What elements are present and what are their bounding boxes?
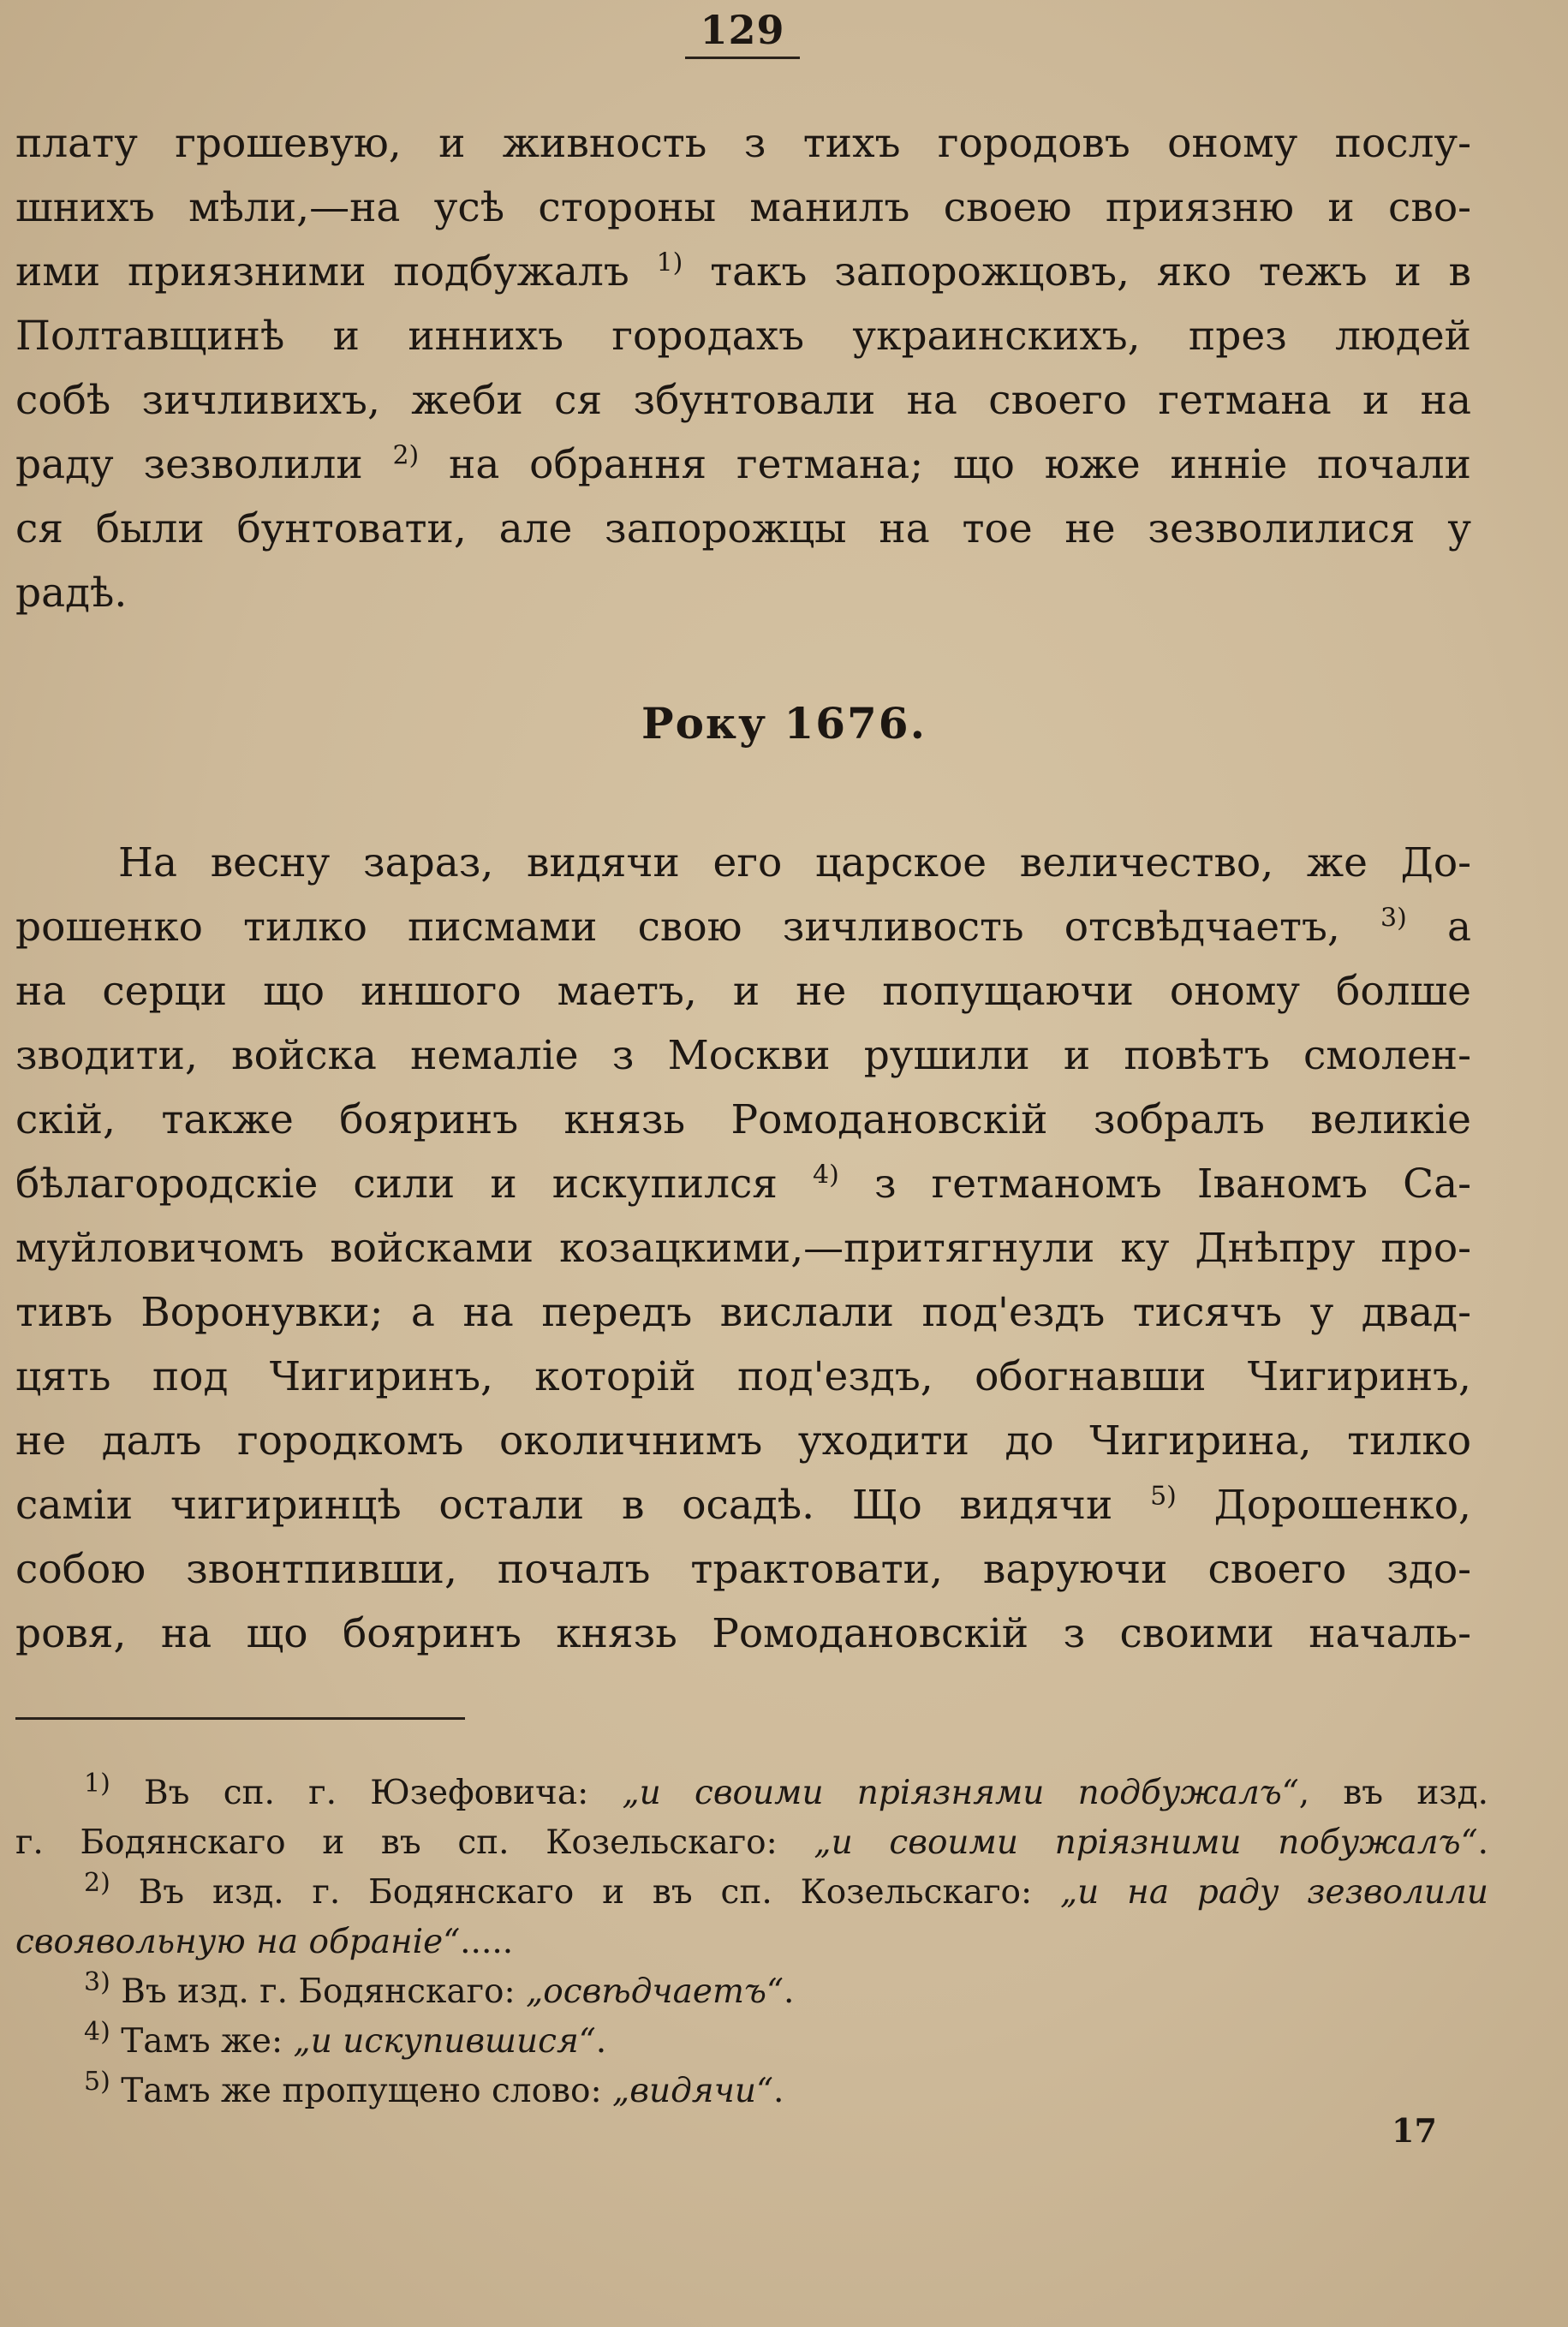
text-span: на обрання гетмана; що юже инніе почали xyxy=(449,441,1471,488)
signature-mark: 17 xyxy=(1392,2111,1437,2150)
footnote-ref: 5) xyxy=(1150,1481,1177,1512)
text-span: такъ запорожцовъ, яко тежъ и в xyxy=(710,248,1471,295)
text-span: ими приязними подбужалъ xyxy=(15,248,629,295)
text-span: саміи чигиринцѣ остали в осадѣ. Що видячи xyxy=(15,1482,1113,1529)
footnote-line xyxy=(15,2067,1488,2116)
text-line: цять под Чигиринъ, которій под'ездъ, обогнавши Чигиринъ, xyxy=(15,1353,1471,1400)
footnote-suffix: . xyxy=(1477,1823,1488,1862)
text-line xyxy=(15,1473,1471,1537)
text-span: з гетманомъ Іваномъ Са- xyxy=(873,1161,1471,1208)
text-line: зводити, войска немаліе з Москви рушили и повѣтъ смолен- xyxy=(15,1032,1471,1079)
text-line xyxy=(15,1152,1471,1216)
text-span: раду зезволили xyxy=(15,441,363,488)
section-heading: Року 1676. xyxy=(641,698,927,749)
footnote-mark: 1) xyxy=(84,1769,110,1799)
text-line xyxy=(15,240,1471,304)
footnote-quote: „освѣдчаетъ“ xyxy=(526,1972,784,2011)
footnote-suffix: . xyxy=(783,1972,795,2011)
footnote-line xyxy=(15,2017,1488,2067)
text-line: На весну зараз, видячи его царское величество, же До- xyxy=(118,839,1471,886)
footnote-mark: 5) xyxy=(84,2067,110,2097)
text-line: шнихъ мѣли,—на усѣ стороны манилъ своею приязню и сво- xyxy=(15,184,1471,231)
footnote-text: Въ изд. г. Бодянскаго и въ сп. Козельскаго: xyxy=(138,1873,1033,1912)
footnote-mark: 3) xyxy=(84,1967,110,1997)
footnote-suffix: , въ изд. xyxy=(1298,1774,1488,1812)
footnote-line xyxy=(15,1918,1488,1967)
footnote-mark: 4) xyxy=(84,2017,110,2047)
text-line: муйловичомъ войсками козацкими,—притягнули ку Днѣпру про- xyxy=(15,1225,1471,1272)
footnote-quote: „и искупившися“ xyxy=(293,2022,596,2061)
text-span: Дорошенко, xyxy=(1213,1482,1471,1529)
footnote-suffix: . xyxy=(595,2022,607,2061)
text-line xyxy=(15,895,1471,959)
text-line: скій, также бояринъ князь Ромодановскій зобралъ великіе xyxy=(15,1096,1471,1143)
footnote-text: Въ изд. г. Бодянскаго: xyxy=(121,1972,516,2011)
footnotes xyxy=(15,1769,1488,2116)
footnote-ref: 3) xyxy=(1380,903,1407,934)
footnote-quote: „и своими пріязнями подбужалъ“ xyxy=(622,1774,1299,1812)
footnote-ref: 4) xyxy=(813,1160,839,1190)
footnote-text: Въ сп. г. Юзефовича: xyxy=(144,1774,589,1812)
text-span: рошенко тилко писмами свою зичливость отсвѣдчаетъ, xyxy=(15,904,1340,951)
footnote-line xyxy=(15,1967,1488,2017)
footnote-ref: 2) xyxy=(392,440,420,471)
main-paragraph xyxy=(15,831,1471,1666)
page-number: 129 xyxy=(700,7,785,53)
text-line xyxy=(15,433,1471,497)
text-line: радѣ. xyxy=(15,570,128,617)
footnote-text: Тамъ же: xyxy=(121,2022,283,2061)
footnote-quote: своявольную на обраніе“ xyxy=(15,1923,461,1961)
text-line: собою звонтпивши, почалъ трактовати, варуючи своего здо- xyxy=(15,1546,1471,1593)
text-line: тивъ Воронувки; а на передъ вислали под'ездъ тисячъ у двад- xyxy=(15,1289,1471,1336)
footnote-rule xyxy=(15,1717,465,1720)
text-span: а xyxy=(1446,904,1471,951)
page-number-rule xyxy=(685,57,800,59)
footnote-line xyxy=(15,1818,1488,1868)
footnote-line xyxy=(15,1868,1488,1918)
top-paragraph xyxy=(15,111,1471,625)
text-line: плату грошевую, и живность з тихъ городовъ оному послу- xyxy=(15,120,1471,167)
footnote-suffix: . xyxy=(772,2072,784,2110)
footnote-quote: „и своими пріязними побужалъ“ xyxy=(814,1823,1478,1862)
footnote-line xyxy=(15,1769,1488,1818)
text-line: собѣ зичливихъ, жеби ся збунтовали на своего гетмана и на xyxy=(15,377,1471,424)
text-line: Полтавщинѣ и иннихъ городахъ украинскихъ, през людей xyxy=(15,313,1471,360)
footnote-text: Тамъ же пропущено слово: xyxy=(121,2072,602,2110)
footnote-quote: „видячи“ xyxy=(612,2072,773,2110)
text-line: ровя, на що бояринъ князь Ромодановскій з своими началь- xyxy=(15,1610,1471,1657)
text-line: на серци що иншого маетъ, и не попущаючи оному болше xyxy=(15,968,1471,1015)
text-span: бѣлагородскіе сили и искупился xyxy=(15,1161,778,1208)
text-line: не далъ городкомъ околичнимъ уходити до Чигирина, тилко xyxy=(15,1417,1471,1465)
footnote-ref: 1) xyxy=(656,248,683,278)
footnote-suffix: ..... xyxy=(460,1923,514,1961)
text-line: ся были бунтовати, але запорожцы на тое не зезволилися у xyxy=(15,505,1471,552)
footnote-mark: 2) xyxy=(84,1868,110,1898)
footnote-text: г. Бодянскаго и въ сп. Козельскаго: xyxy=(15,1823,778,1862)
footnote-quote: „и на раду зезволили xyxy=(1059,1873,1488,1912)
